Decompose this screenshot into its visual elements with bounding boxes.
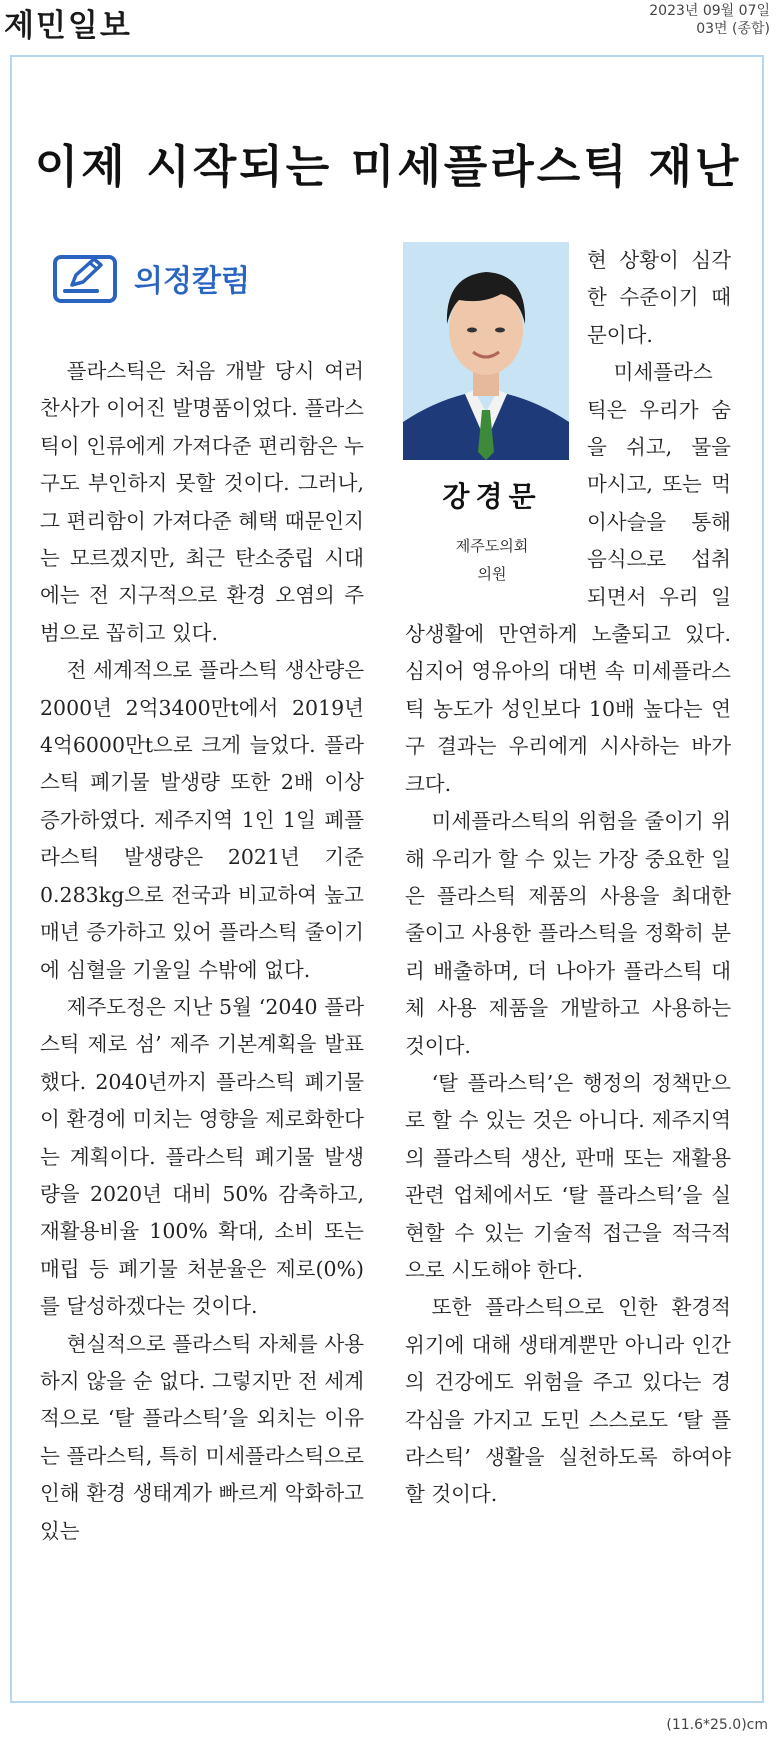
paragraph: 현실적으로 플라스틱 자체를 사용하지 않을 순 없다. 그렇지만 전 세계적으로 ‘탈 플라스틱’을 외치는 이유는 플라스틱, 특히 미세플라스틱으로 인해 환경 생태계가 빠르게 악화하고 있는 — [40, 1331, 364, 1543]
issue-date: 2023년 09월 07일 — [649, 3, 770, 19]
author-box — [403, 242, 581, 616]
paragraph: 미세플라스틱은 우리가 숨을 쉬고, 물을 마시고, 또는 먹이사슬을 통해 음식으로 섭취되면서 우리 일상생활에 만연하게 노출되고 있다. 심지어 영유아의 대변 속 미세플라스틱 농도가 성인보다 10배 높다는 연구 결과는 우리에게 시사하는 바가 크다. — [405, 360, 731, 796]
author-role — [403, 532, 581, 588]
pen-note-icon — [52, 252, 118, 304]
issue-page: 03면 (종합) — [696, 21, 770, 37]
paragraph: 플라스틱은 처음 개발 당시 여러 찬사가 이어진 발명품이었다. 플라스틱이 인류에게 가져다준 편리함은 누구도 부인하지 못할 것이다. 그러나, 그 편리함이 가져다준 혜택 때문인지는 모르겠지만, 최근 탄소중립 시대에는 전 지구적으로 환경 오염의 주범으로 꼽히고 있다. — [40, 359, 364, 645]
article-left-column — [40, 353, 364, 1550]
paragraph: 현 상황이 심각한 수준이기 때문이다. — [587, 248, 731, 347]
column-label — [52, 252, 250, 304]
article-right-column — [405, 242, 731, 1514]
headline: 이제 시작되는 미세플라스틱 재난 — [34, 140, 742, 193]
author-photo — [403, 242, 569, 460]
paragraph: ‘탈 플라스틱’은 행정의 정책만으로 할 수 있는 것은 아니다. 제주지역의 플라스틱 생산, 판매 또는 재활용 관련 업체에서도 ‘탈 플라스틱’을 실현할 수 있는 기술적 접근을 적극적으로 시도해야 한다. — [405, 1070, 731, 1282]
author-name: 강경문 — [442, 480, 542, 513]
author-title: 의원 — [477, 565, 507, 583]
issue-info — [649, 2, 770, 38]
paragraph: 전 세계적으로 플라스틱 생산량은 2000년 2억3400만t에서 2019년 4억6000만t으로 크게 늘었다. 플라스틱 폐기물 발생량 또한 2배 이상 증가하였다. 제주지역 1인 1일 폐플라스틱 발생량은 2021년 기준 0.283kg으로 전국과 비교하여 높고 매년 증가하고 있어 플라스틱 줄이기에 심혈을 기울일 수밖에 없다. — [40, 658, 364, 982]
paragraph: 미세플라스틱의 위험을 줄이기 위해 우리가 할 수 있는 가장 중요한 일은 플라스틱 제품의 사용을 최대한 줄이고 사용한 플라스틱을 정확히 분리 배출하며, 더 나아가 플라스틱 대체 사용 제품을 개발하고 사용하는 것이다. — [405, 809, 731, 1058]
column-label-text: 의정칼럼 — [134, 264, 250, 299]
paragraph: 제주도정은 지난 5월 ‘2040 플라스틱 제로 섬’ 제주 기본계획을 발표했다. 2040년까지 플라스틱 폐기물이 환경에 미치는 영향을 제로화한다는 계획이다. 플라스틱 폐기물 발생량을 2020년 대비 50% 감축하고, 재활용비율 100% 확대, 소비 또는 매립 등 폐기물 처분율은 제로(0%)를 달성하겠다는 것이다. — [40, 994, 364, 1319]
paragraph: 또한 플라스틱으로 인한 환경적 위기에 대해 생태계뿐만 아니라 인간의 건강에도 위험을 주고 있다는 경각심을 가지고 도민 스스로도 ‘탈 플라스틱’ 생활을 실천하도록 하여야 할 것이다. — [405, 1295, 731, 1507]
size-note: (11.6*25.0)cm — [666, 1717, 768, 1733]
paper-name: 제민일보 — [4, 8, 132, 44]
author-affiliation: 제주도의회 — [455, 537, 529, 555]
masthead — [0, 0, 776, 44]
